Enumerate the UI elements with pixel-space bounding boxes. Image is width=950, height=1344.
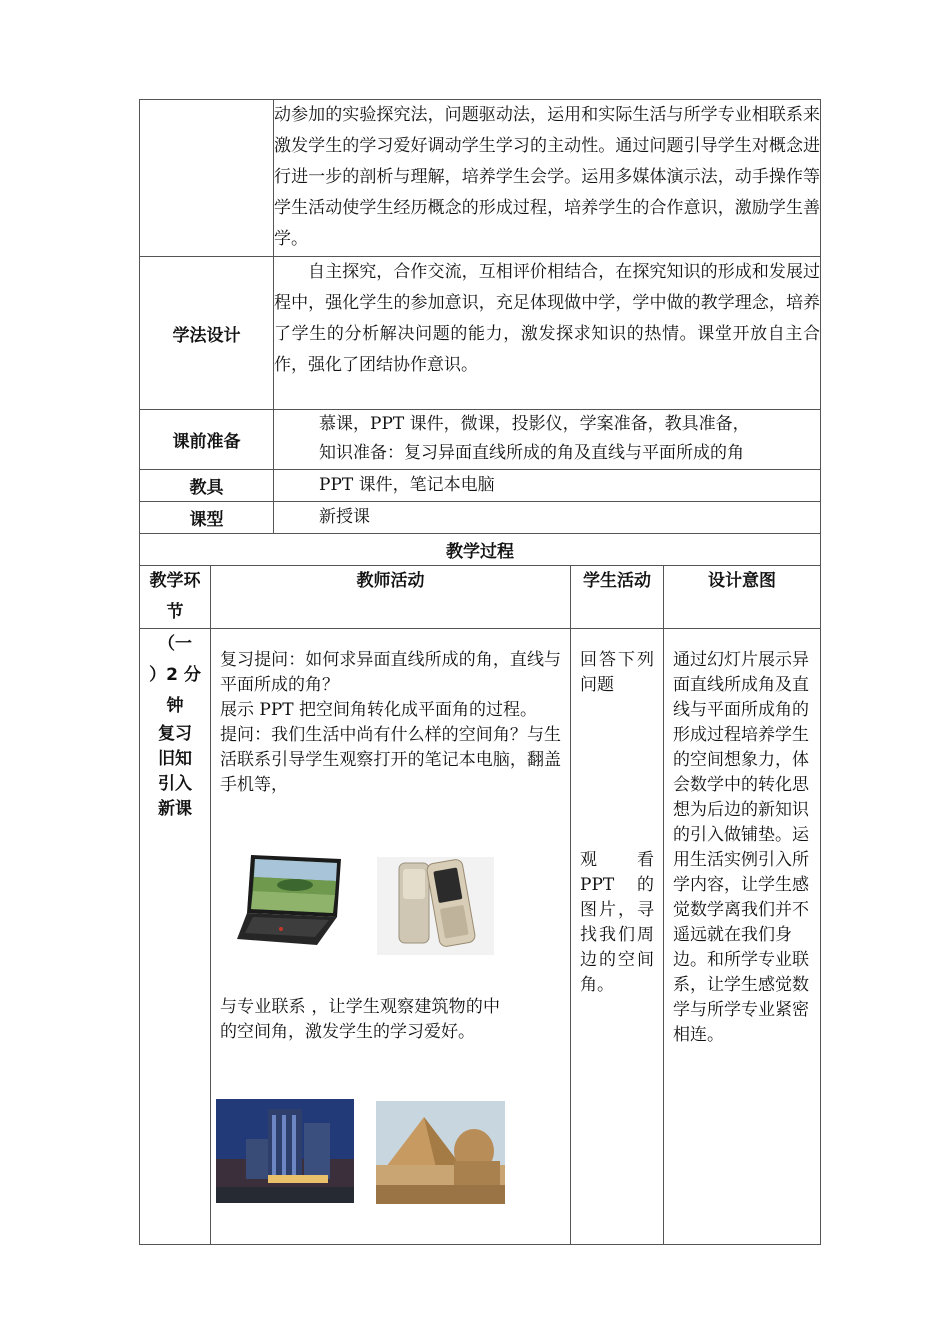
teacher-p2: 展示 PPT 把空间角转化成平面角的过程。: [220, 700, 538, 720]
learning-design-text: 自主探究，合作交流，互相评价相结合，在探究知识的形成和发展过程中，强化学生的参加意识，充足体现做中学，学中做的教学理念，培养了学生的分析解决问题的能力，激发探求知识的热情。课堂开放自主合作，强化了团结协作意识。: [274, 262, 821, 375]
col-student-header: 学生活动: [571, 566, 664, 629]
tools-label: 教具: [140, 470, 274, 502]
student-p1: 回答下列问题: [580, 650, 654, 695]
teacher-p4: 与专业联系 ，让学生观察建筑物的中的空间角，激发学生的学习爱好。: [220, 997, 500, 1042]
pyramid-sphinx-image: [376, 1101, 505, 1204]
tools-text: PPT 课件，笔记本电脑: [319, 475, 495, 495]
lesson-type-text: 新授课: [319, 507, 370, 527]
intent-cell: [664, 629, 821, 1245]
col-teacher-header: 教师活动: [211, 566, 571, 629]
preparation-cell: [274, 410, 821, 470]
preparation-line1: 慕课，PPT 课件，微课，投影仪，学案准备，教具准备，: [319, 414, 750, 434]
stage1-cell: [140, 629, 211, 1245]
teaching-method-text: 动参加的实验探究法，问题驱动法，运用和实际生活与所学专业相联系来激发学生的学习爱好调动学生学习的主动性。通过问题引导学生对概念进行进一步的剖析与理解，培养学生会学。运用多媒体演示法，动手操作等学生活动使学生经历概念的形成过程，培养学生的合作意识，激励学生善学。: [274, 105, 821, 249]
student-p2: 观 看 PPT 的 图片，寻找我们周边的空间角。: [580, 850, 654, 995]
teaching-method-cell: [274, 100, 821, 257]
learning-design-cell: [274, 257, 821, 410]
col-stage-header: 教学环节: [140, 566, 211, 629]
tools-cell: [274, 470, 821, 502]
student-activity-cell: [571, 629, 664, 1245]
stage1-line6: 引入: [158, 774, 192, 794]
laptop-image: [237, 851, 345, 949]
process-title: 教学过程: [140, 534, 821, 566]
building-image: [216, 1099, 354, 1203]
preparation-label: 课前准备: [140, 410, 274, 470]
col-intent-header: 设计意图: [664, 566, 821, 629]
lesson-plan-table: [139, 99, 821, 1245]
stage1-line3: 钟: [166, 696, 184, 716]
learning-design-label: 学法设计: [140, 257, 274, 410]
teacher-p1: 复习提问：如何求异面直线所成的角，直线与平面所成的角？: [220, 650, 561, 695]
empty-label-cell: [140, 100, 274, 257]
teacher-p3: 提问：我们生活中尚有什么样的空间角？与生活联系引导学生观察打开的笔记本电脑，翻盖手机等，: [220, 725, 561, 795]
stage1-line4: 复习: [158, 724, 192, 744]
preparation-line2: 知识准备：复习异面直线所成的角及直线与平面所成的角: [319, 443, 744, 463]
teacher-activity-cell: [211, 629, 571, 1245]
flip-phone-image: [377, 857, 494, 955]
stage1-line2: ）2 分: [149, 665, 201, 685]
stage1-line1: （一: [158, 634, 192, 654]
lesson-type-cell: [274, 502, 821, 534]
stage1-line7: 新课: [158, 799, 192, 819]
lesson-type-label: 课型: [140, 502, 274, 534]
intent-text: 通过幻灯片展示异面直线所成角及直线与平面所成角的形成过程培养学生的空间想象力，体会数学中的转化思想为后边的新知识的引入做铺垫。运用生活实例引入所学内容，让学生感觉数学离我们并不遥远就在我们身边。和所学专业联系，让学生感觉数学与所学专业紧密相连。: [673, 650, 809, 1045]
stage1-line5: 旧知: [158, 749, 192, 769]
